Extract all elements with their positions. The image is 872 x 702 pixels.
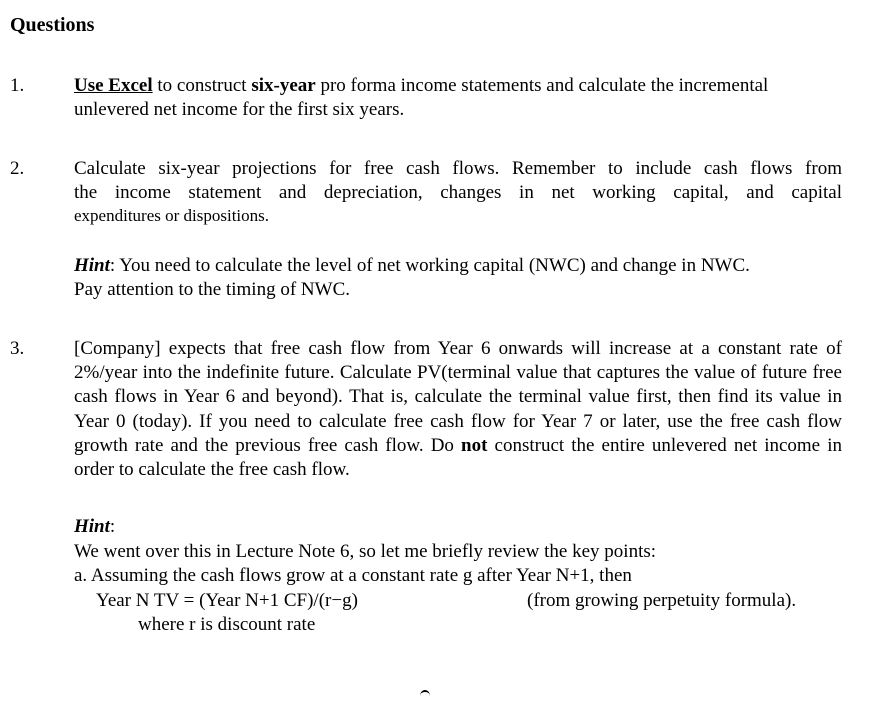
hint-label: Hint: [74, 516, 110, 537]
use-excel-link[interactable]: Use Excel: [74, 75, 153, 96]
question-2-number: 2.: [10, 158, 25, 179]
question-1-number: 1.: [10, 75, 25, 96]
hint-point-a: a. Assuming the cash flows grow at a constant rate g after Year N+1, then: [74, 565, 632, 586]
terminal-value-formula: Year N TV = (Year N+1 CF)/(r−g): [96, 590, 358, 611]
where-r-discount-rate: where r is discount rate: [138, 614, 316, 635]
hint-label: Hint: [74, 255, 110, 276]
q1-text-a: to construct: [152, 75, 252, 96]
question-1-line-2: unlevered net income for the first six years.: [74, 98, 405, 120]
q3-bold-not: not: [461, 434, 488, 456]
question-2-line-3: expenditures or dispositions.: [74, 206, 270, 225]
q1-bold: six-year: [251, 75, 316, 96]
hint-line-2: Pay attention to the timing of NWC.: [74, 278, 350, 300]
q3-paragraph-b: construct the entire unlevered net income in order to calculate the free cash flow.: [74, 434, 842, 481]
formula-note: (from growing perpetuity formula).: [527, 590, 797, 611]
question-3-hint: [74, 515, 842, 589]
question-3-text: [74, 337, 842, 482]
hint-review: We went over this in Lecture Note 6, so let me briefly review the key points:: [74, 540, 657, 562]
question-1-line-1: [74, 74, 842, 98]
question-2-line-1: Calculate six-year projections for free cash flows. Remember to include cash flows from: [74, 158, 842, 179]
q3-paragraph-a: [Company] expects that free cash flow from Year 6 onwards will increase at a constant rate of 2%/year into the indefinite future. Calculate PV(terminal value that captures the value of future free cash flows in Year 6 and beyond). That is, calculate the terminal value first, then find its value in Year 0 (today). If you need to calculate free cash flow for Year 7 or later, use the free cash flow growth rate and the previous free cash flow. Do: [74, 338, 842, 456]
page-title: Questions: [10, 14, 95, 36]
question-3-number: 3.: [10, 338, 25, 359]
question-2-text: [74, 157, 842, 228]
question-2-hint: [74, 254, 842, 301]
hint-text: : You need to calculate the level of net working capital (NWC) and change in NWC.: [109, 255, 750, 276]
cut-off-glyph: [420, 690, 430, 702]
question-1-text: [74, 74, 842, 121]
question-2-line-2: the income statement and depreciation, changes in net working capital, and capital: [74, 181, 842, 203]
hint-colon: :: [109, 516, 116, 537]
q1-text-b: pro forma income statements and calculate the incremental: [315, 75, 769, 96]
